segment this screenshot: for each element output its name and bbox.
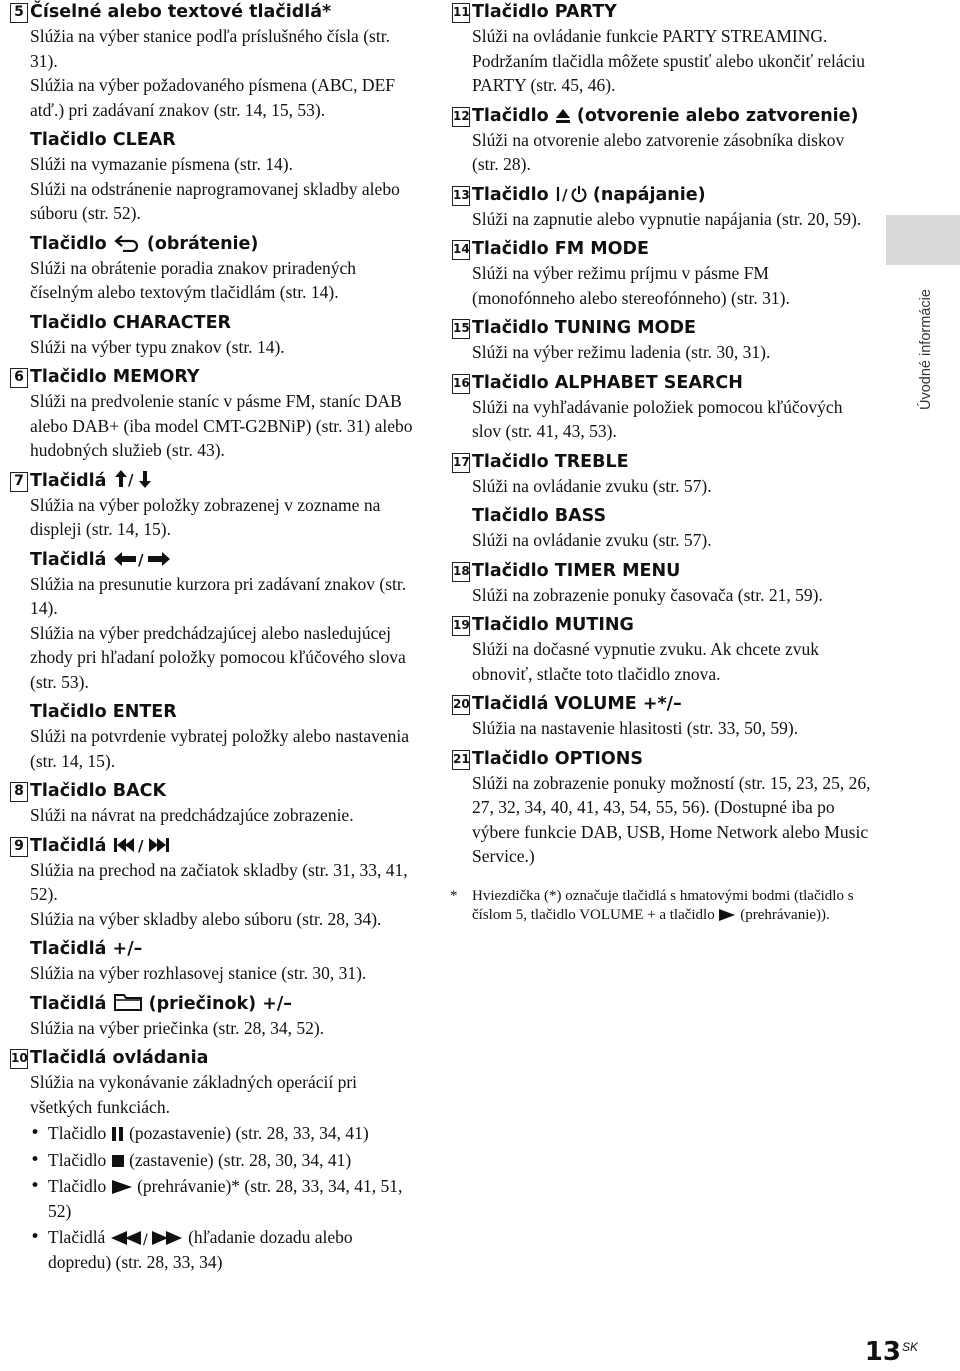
item-desc: Slúžia na nastavenie hlasitosti (str. 33, 50, 59). [472,718,799,738]
side-label: Úvodné informácie [918,289,934,410]
right-column [452,0,872,925]
up-down-arrows-icon [113,469,155,489]
item-desc: Slúži na zapnutie alebo vypnutie napájania (str. 20, 59). [472,208,862,229]
subitem-desc: Slúži na výber typu znakov (str. 14). [30,336,285,357]
section-7 [10,469,415,774]
subitem-desc: Slúži na potvrdenie vybratej položky alebo nastavenia (str. 14, 15). [30,726,410,771]
item-desc: Slúžia na vykonávanie základných operácií pri všetkých funkciách. [30,1072,358,1117]
item-number: 9 [10,837,28,857]
item-number: 19 [452,616,470,636]
section-9 [10,834,415,1041]
item-title: Tlačidlo MEMORY [30,367,200,387]
item-desc: Slúži na zobrazenie ponuky možností (str. 15, 23, 25, 26, 27, 32, 34, 40, 41, 43, 54, 55, 56). (Dostupné iba po výbere funkcie DAB, USB, Home Network alebo Music Service.) [472,772,871,866]
svg-text:/: / [561,185,568,203]
section-6 [10,365,415,463]
item-title: Tlačidlá VOLUME +*/– [472,694,682,714]
section-16 [452,371,872,444]
play-icon [718,908,736,922]
item-number: 16 [452,374,470,394]
item-desc: Slúži na výber režimu ladenia (str. 30, 31). [472,342,771,362]
subitem-desc: Slúžia na výber predchádzajúcej alebo nasledujúcej zhody pri hľadaní položky pomocou kľúčového slova (str. 53). [30,622,406,692]
svg-text:/: / [137,550,144,568]
section-12 [452,104,872,177]
item-desc: Slúži na dočasné vypnutie zvuku. Ak chcete zvuk obnoviť, stlačte toto tlačidlo znova. [472,639,819,684]
footnote-text: Hviezdička (*) označuje tlačidlá s hmatovými bodmi (tlačidlo s číslom 5, tlačidlo VOLUME + a tlačidlo [472,887,854,923]
section-13 [452,183,872,232]
subitem-title-leftright: Tlačidlá / [30,548,415,572]
section-5 [10,0,415,359]
footnote [452,887,872,925]
item-title: Tlačidlo BACK [30,781,167,801]
subitem-title-folder: Tlačidlá (priečinok) +/– [30,993,293,1014]
item-title: Tlačidlo TIMER MENU [472,560,681,581]
left-column [10,0,415,1276]
item-desc: Slúžia na prechod na začiatok skladby (str. 31, 33, 41, 52). [30,859,408,904]
item-number: 7 [10,472,28,492]
item-desc: Slúži na vyhľadávanie položiek pomocou kľúčových slov (str. 41, 43, 53). [472,396,843,441]
item-title: Tlačidlo OPTIONS [472,748,644,769]
subitem-desc: Slúžia na presunutie kurzora pri zadávaní znakov (str. 14). [30,573,407,618]
item-desc: Slúžia na výber požadovaného písmena (ABC, DEF atď.) pri zadávaní znakov (str. 14, 15, 53). [30,75,395,120]
section-14 [452,237,872,310]
section-10 [10,1046,415,1274]
footnote-text-end: (prehrávanie)). [740,906,830,923]
subitem-desc: Slúži na vymazanie písmena (str. 14). [30,154,293,174]
section-15 [452,316,872,365]
item-number: 10 [10,1049,28,1069]
section-20 [452,692,872,741]
item-title: Číselné alebo textové tlačidlá* [30,2,332,22]
item-desc: Slúži na ovládanie zvuku (str. 57). [472,475,712,496]
skip-prev-next-icon [113,836,177,854]
list-item: • Tlačidlo (zastavenie) (str. 28, 30, 34, 41) [30,1148,415,1173]
item-title: Tlačidlo TUNING MODE [472,318,696,338]
item-desc: Slúži na predvolenie staníc v pásme FM, staníc DAB alebo DAB+ (iba model CMT-G2BNiP) (str. 31) alebo hudobných služieb (str. 43). [30,391,413,460]
item-number: 18 [452,562,470,582]
svg-text:/: / [127,470,134,489]
item-desc: Slúži na ovládanie funkcie PARTY STREAMING. Podržaním tlačidla môžete spustiť alebo ukončiť reláciu PARTY (str. 45, 46). [472,26,866,95]
rewind-forward-icon [110,1230,184,1246]
list-item: • Tlačidlo (prehrávanie)* (str. 28, 33, 34, 41, 51, 52) [30,1174,415,1223]
item-number: 8 [10,782,28,802]
stop-icon [111,1153,125,1169]
control-button-list [30,1121,415,1274]
item-desc: Slúži na zobrazenie ponuky časovača (str. 21, 59). [472,584,823,605]
subitem-title: Tlačidlo CLEAR [30,130,176,150]
subitem-desc: Slúži na odstránenie naprogramovanej skladby alebo súboru (str. 52). [30,178,400,223]
item-title-updown: Tlačidlá / [30,469,415,493]
item-desc: Slúži na výber režimu príjmu v pásme FM (monofónneho alebo stereofónneho) (str. 31). [472,263,790,308]
section-21 [452,747,872,869]
item-number: 6 [10,368,28,388]
subitem-title: Tlačidlá +/– [30,939,143,959]
item-number: 21 [452,750,470,770]
item-title: Tlačidlo FM MODE [472,239,649,259]
item-number: 13 [452,186,470,206]
item-number: 12 [452,107,470,127]
item-number: 15 [452,319,470,339]
item-number: 20 [452,695,470,715]
item-desc: Slúži na návrat na predchádzajúce zobrazenie. [30,805,354,825]
item-title: Tlačidlo ALPHABET SEARCH [472,372,743,393]
eject-icon [555,108,571,124]
subitem-title: Tlačidlo BASS [472,506,607,526]
pause-icon [111,1126,125,1142]
item-title: Tlačidlá ovládania [30,1048,209,1068]
item-desc: Slúžia na výber stanice podľa príslušného čísla (str. 31). [30,26,390,71]
return-arrow-icon [113,234,141,252]
section-18 [452,559,872,608]
play-icon [111,1179,133,1195]
page-number: $13^{SK}$ [864,1337,918,1367]
folder-icon [113,992,143,1012]
section-17 [452,450,872,553]
list-item: • Tlačidlá / (hľadanie dozadu alebo dopredu) (str. 28, 33, 34) [30,1225,415,1274]
item-title-skip: Tlačidlá / [30,834,415,858]
subitem-title: Tlačidlo ENTER [30,702,177,722]
item-desc: Slúžia na výber skladby alebo súboru (str. 28, 34). [30,908,382,929]
item-desc: Slúžia na výber položky zobrazenej v zozname na displeji (str. 14, 15). [30,494,381,539]
svg-text:/: / [142,1232,148,1246]
subitem-title-return: Tlačidlo (obrátenie) [30,233,259,254]
section-11 [452,0,872,98]
item-number: 17 [452,453,470,473]
page-lang-suffix: SK [901,1340,918,1354]
item-title: Tlačidlo MUTING [472,615,634,635]
svg-text:/: / [137,836,144,854]
section-tab-marker [886,215,960,265]
item-number: 11 [452,3,470,23]
list-item: • Tlačidlo (pozastavenie) (str. 28, 33, 34, 41) [30,1121,415,1146]
item-desc: Slúži na otvorenie alebo zatvorenie zásobníka diskov (str. 28). [472,129,845,174]
subitem-desc: Slúži na ovládanie zvuku (str. 57). [472,530,712,550]
power-icon [555,185,587,203]
subitem-desc: Slúžia na výber rozhlasovej stanice (str. 30, 31). [30,963,367,983]
subitem-title: Tlačidlo CHARACTER [30,312,232,333]
section-8 [10,779,415,828]
item-title: Tlačidlo PARTY [472,2,617,22]
item-number: 14 [452,240,470,260]
left-right-arrows-icon [113,550,171,568]
footnote-marker: * [450,887,458,904]
item-title: Tlačidlo TREBLE [472,451,629,472]
item-title-eject: Tlačidlo (otvorenie alebo zatvorenie) [472,105,859,126]
subitem-desc: Slúžia na výber priečinka (str. 28, 34, 52). [30,1017,325,1038]
subitem-desc: Slúži na obrátenie poradia znakov priradených číselným alebo textovým tlačidlám (str. 14). [30,257,357,302]
item-title-power: Tlačidlo / (napájanie) [472,184,706,205]
item-number: 5 [10,3,28,23]
section-19 [452,613,872,686]
